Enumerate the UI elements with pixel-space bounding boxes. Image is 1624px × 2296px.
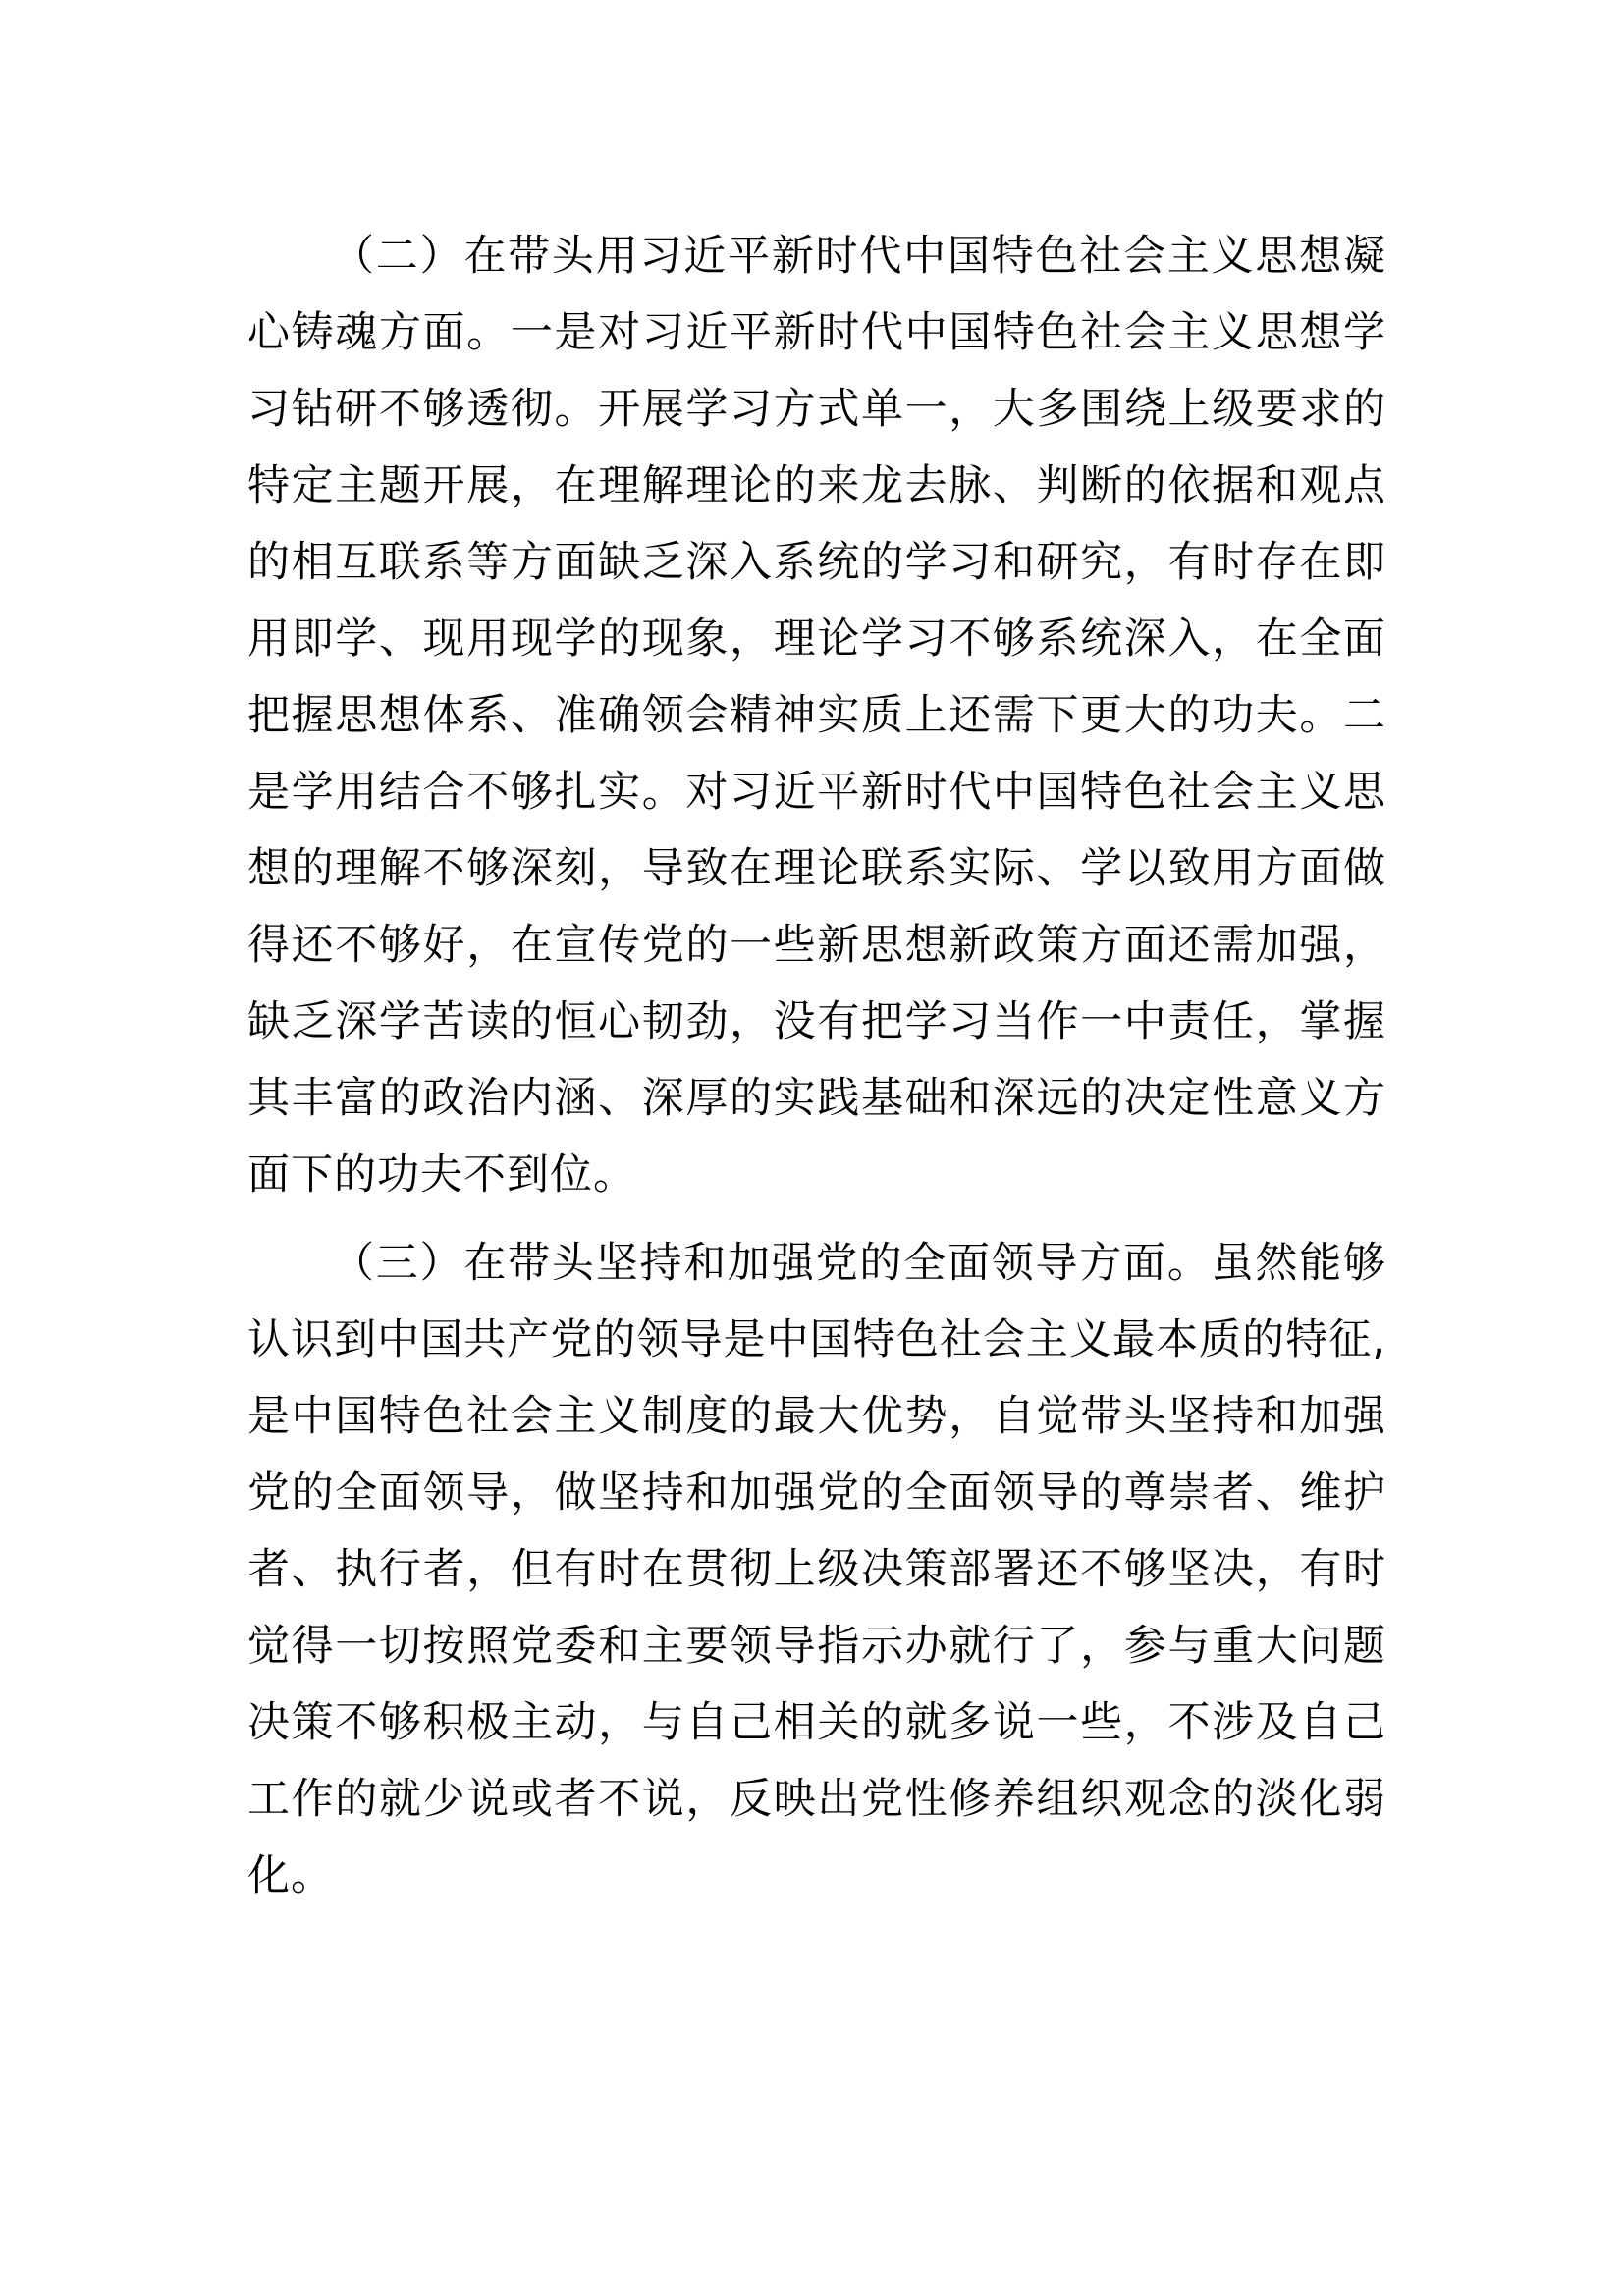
paragraph-section-two: （二）在带头用习近平新时代中国特色社会主义思想凝心铸魂方面。一是对习近平新时代中国特色社会主义思想学习钻研不够透彻。开展学习方式单一，大多围绕上级要求的特定主题开展，在理解理论的来龙去脉、判断的依据和观点的相互联系等方面缺乏深入系统的学习和研究，有时存在即用即学、现用现学的现象，理论学习不够系统深入，在全面把握思想体系、准确领会精神实质上还需下更大的功夫。二是学用结合不够扎实。对习近平新时代中国特色社会主义思想的理解不够深刻，导致在理论联系实际、学以致用方面做得还不够好，在宣传党的一些新思想新政策方面还需加强，缺乏深学苦读的恒心韧劲，没有把学习当作一中责任，掌握其丰富的政治内涵、深厚的实践基础和深远的决定性意义方面下的功夫不到位。 <box>247 232 1386 1200</box>
paragraph-section-three: （三）在带头坚持和加强党的全面领导方面。虽然能够认识到中国共产党的领导是中国特色社会主义最本质的特征,是中国特色社会主义制度的最大优势，自觉带头坚持和加强党的全面领导，做坚持和加强党的全面领导的尊崇者、维护者、执行者，但有时在贯彻上级决策部署还不够坚决，有时觉得一切按照党委和主要领导指示办就行了，参与重大问题决策不够积极主动，与自己相关的就多说一些，不涉及自己工作的就少说或者不说，反映出党性修养组织观念的淡化弱化。 <box>247 1239 1386 1900</box>
document-body <box>247 218 1386 1914</box>
